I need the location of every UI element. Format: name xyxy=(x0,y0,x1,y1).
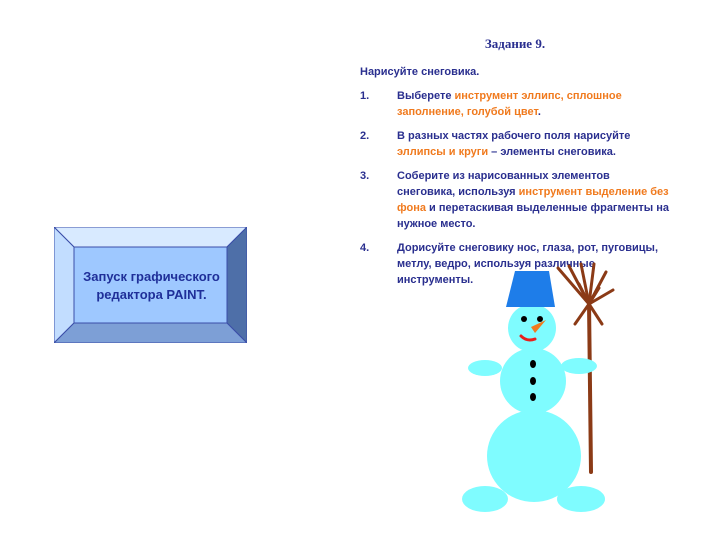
step-text xyxy=(397,128,670,160)
step-text-part: Дорисуйте снеговику нос, глаза, рот, пуговицы, метлу, ведро, используя различные инструменты. xyxy=(397,242,659,286)
task-step-3 xyxy=(360,168,670,232)
launch-paint-button[interactable] xyxy=(54,227,247,343)
step-highlight: эллипсы и круги xyxy=(397,146,489,158)
snowman-body xyxy=(462,304,605,512)
step-text-part: В разных частях рабочего поля нарисуйте xyxy=(397,130,631,142)
snowman-illustration xyxy=(455,260,615,520)
step-number: 4. xyxy=(360,242,370,254)
step-text-part: Выберете xyxy=(397,90,455,102)
bucket-hat xyxy=(506,271,555,307)
task-panel xyxy=(360,32,670,296)
task-step-2 xyxy=(360,128,670,160)
step-highlight: инструмент выделение без фона xyxy=(397,186,669,214)
step-number: 3. xyxy=(360,170,370,182)
step-text-part: – элементы снеговика. xyxy=(488,146,616,158)
step-text xyxy=(397,168,670,232)
step-text-part: . xyxy=(537,106,541,118)
step-highlight: инструмент эллипс, сплошное заполнение, голубой цвет xyxy=(397,90,622,118)
task-intro: Нарисуйте снеговика. xyxy=(360,66,480,78)
task-title: Задание 9. xyxy=(484,36,546,51)
launch-paint-label: Запуск графического редактора PAINT. xyxy=(83,269,220,302)
snowman-buttons xyxy=(530,360,536,401)
step-text-part: Соберите из нарисованных элементов снеговика, используя xyxy=(397,170,610,198)
step-number: 1. xyxy=(360,90,370,102)
step-text xyxy=(397,88,670,120)
step-text-part: и перетаскивая выделенные фрагменты на нужное место. xyxy=(397,202,670,230)
task-step-1 xyxy=(360,88,670,120)
step-number: 2. xyxy=(360,130,370,142)
